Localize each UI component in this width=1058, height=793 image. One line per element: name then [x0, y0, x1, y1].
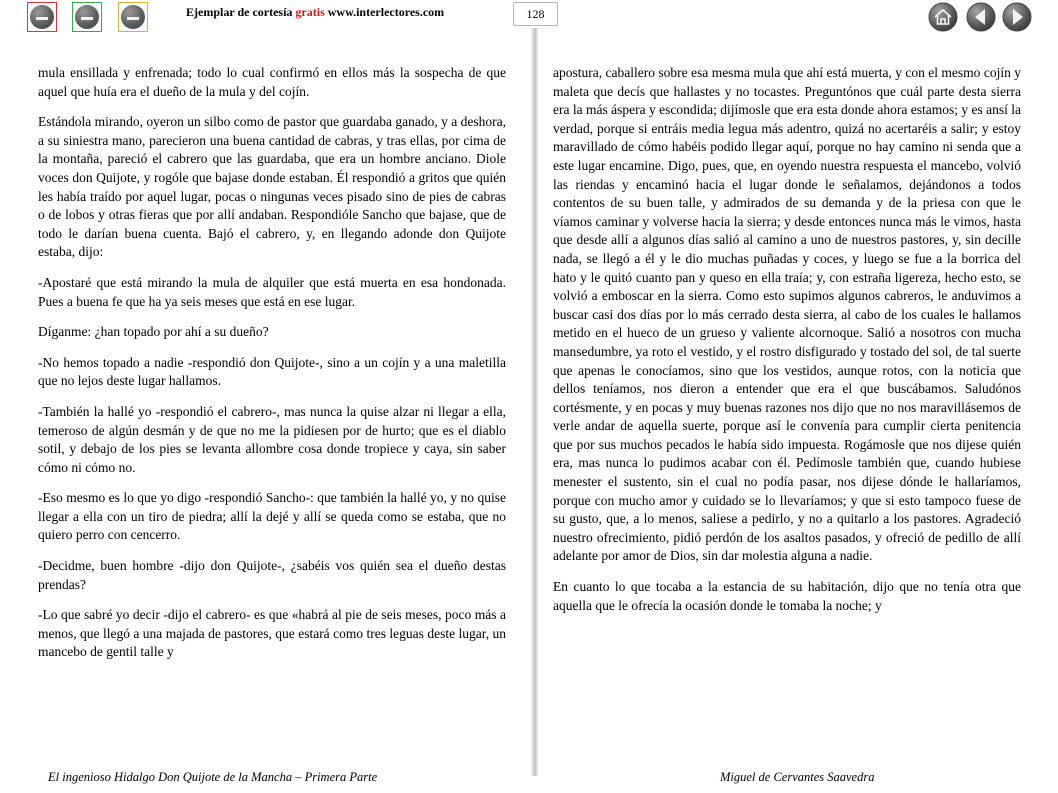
paragraph: -No hemos topado a nadie -respondió don Quijote-, sino a un cojín y a una maletilla que no lejos deste lugar hallamos. — [38, 354, 506, 389]
paragraph: Díganme: ¿han topado por ahí a su dueño? — [38, 324, 269, 340]
courtesy-prefix: Ejemplar de cortesía — [186, 5, 293, 19]
footer-book-title: El ingenioso Hidalgo Don Quijote de la Mancha – Primera Parte — [48, 770, 378, 784]
paragraph: Estándola mirando, oyeron un silbo como de pastor que guardaba ganado, y a deshora, a su siniestra mano, parecieron una buena cantidad de cabras, y tras ellas, por cima de la montaña, pareció el cabrero que las guardaba, que era un hombre anciano. Diole voces don Quijote, y rogóle que bajase donde estaban. Él respondió a gritos que quién les había traído por aquel lugar, pocas o ningunas veces pisado sino de pies de cabras o de lobos y otras fieras que por allí andaban. Respondióle Sancho que bajase, que de todo le darían buena cuenta. Bajó el cabrero, y, en llegando adonde don Quijote estaba, dijo: — [38, 114, 506, 260]
paragraph: -Apostaré que está mirando la mula de alquiler que está muerta en esa hondonada. Pues a buena fe que ha ya seis meses que está en ese lugar. — [38, 274, 506, 309]
paragraph: -Lo que sabré yo decir -dijo el cabrero- es que «habrá al pie de seis meses, poco más a menos, que llegó a una majada de pastores, que estará como tres leguas deste lugar, un mancebo de gentil talle y — [38, 607, 506, 660]
red-minimize-button[interactable] — [27, 2, 57, 32]
next-page-icon[interactable] — [1002, 2, 1032, 32]
green-minimize-button[interactable] — [72, 2, 102, 32]
footer-author: Miguel de Cervantes Saavedra — [720, 770, 875, 784]
book-spine-divider — [531, 28, 538, 776]
courtesy-notice — [186, 5, 444, 20]
paragraph: En cuanto lo que tocaba a la estancia de su habitación, dijo que no tenía otra que aquella que le ofrecía la ocasión donde le tomaba la noche; y — [553, 579, 1021, 613]
yellow-minimize-button[interactable] — [118, 2, 148, 32]
courtesy-highlight: gratis — [295, 5, 325, 19]
paragraph: apostura, caballero sobre esa mesma mula que ahí está muerta, y con el mesmo cojín y maleta que decís que hallastes y no tocastes. Preguntónos que cuál parte desta sierra era la más áspera y escondida; dijímosle que era esta donde ahora estamos; y es ansí la verdad, porque si entráis media legua más adentro, quizá no acertaréis a salir; y estoy maravillado de cómo habéis podido llegar aquí, porque no hay camino ni senda que a este lugar encamine. Digo, pues, que, en oyendo nuestra respuesta el mancebo, volvió las riendas y encaminó hacia el lugar donde le señalamos, dejándonos a todos contentos de su buen talle, y admirados de su demanda y de la priesa con que le víamos caminar y volverse hacia la sierra; y desde entonces nunca más le vimos, hasta que desde allí a algunos días salió al camino a uno de nuestros pastores, y, sin decille nada, se llegó a él y le dio muchas puñadas y coces, y luego se fue a la borrica del hato y le quitó cuanto pan y queso en ella traía; y, con estraña ligereza, hecho esto, se volvió a emboscar en la sierra. Como esto supimos algunos cabreros, le anduvimos a buscar casi dos días por lo más cerrado desta sierra, al cabo de los cuales le hallamos metido en el hueco de un grueso y valiente alcornoque. Salió a nosotros con mucha mansedumbre, ya roto el vestido, y el rostro disfigurado y tostado del sol, de tal suerte que apenas le conocíamos, sino que los vestidos, aunque rotos, con la noticia que dellos teníamos, nos dieron a entender que era el que buscábamos. Saludónos cortésmente, y en pocas y muy buenas razones nos dijo que no nos maravillásemos de verle andar de aquella suerte, porque así le convenía para cumplir cierta penitencia que por sus muchos pecados le había sido impuesta. Rogámosle que nos dijese quién era, mas nunca lo pudimos acabar con él. Pedímosle también que, cuando hubiese menester el sustento, sin el cual no podía pasar, nos dijese dónde le hallaríamos, porque con mucho amor y cuidado se lo llevaríamos; y que si esto tampoco fuese de su gusto, que, a lo menos, saliese a pedirlo, y no a quitarlo a los pastores. Agradeció nuestro ofrecimiento, pidió perdón de los asaltos pasados, y ofreció de pedillo de allí adelante por amor de Dios, sin dar molestia alguna a nadie. — [553, 65, 1021, 564]
courtesy-url[interactable]: www.interlectores.com — [327, 5, 445, 19]
minus-icon — [75, 5, 99, 29]
paragraph: -Eso mesmo es lo que yo digo -respondió Sancho-: que también la hallé yo, y no quise llegar a ella con un tiro de piedra; allí la dejé y allí se queda como se estaba, que no quiero perro con cencerro. — [38, 490, 506, 543]
paragraph: -También la hallé yo -respondió el cabrero-, mas nunca la quise alzar ni llegar a ella, temeroso de algún desmán y de que no me la pidiesen por de hurto; que es el diablo sotil, y debajo de los pies se levanta allombre cosa donde tropiece y caya, sin saber cómo ni cómo no. — [38, 403, 506, 475]
home-icon[interactable] — [928, 2, 958, 32]
right-page-text — [553, 64, 1021, 627]
reader-toolbar — [0, 0, 1058, 34]
left-page-text — [38, 64, 506, 674]
paragraph: -Decidme, buen hombre -dijo don Quijote-, ¿sabéis vos quién sea el dueño destas prendas? — [38, 558, 506, 592]
minus-icon — [30, 5, 54, 29]
page-number: 128 — [513, 2, 558, 26]
minus-icon — [121, 5, 145, 29]
paragraph: mula ensillada y enfrenada; todo lo cual confirmó en ellos más la sospecha de que aquel que huía era el dueño de la mula y del cojín. — [38, 65, 506, 99]
previous-page-icon[interactable] — [966, 2, 996, 32]
